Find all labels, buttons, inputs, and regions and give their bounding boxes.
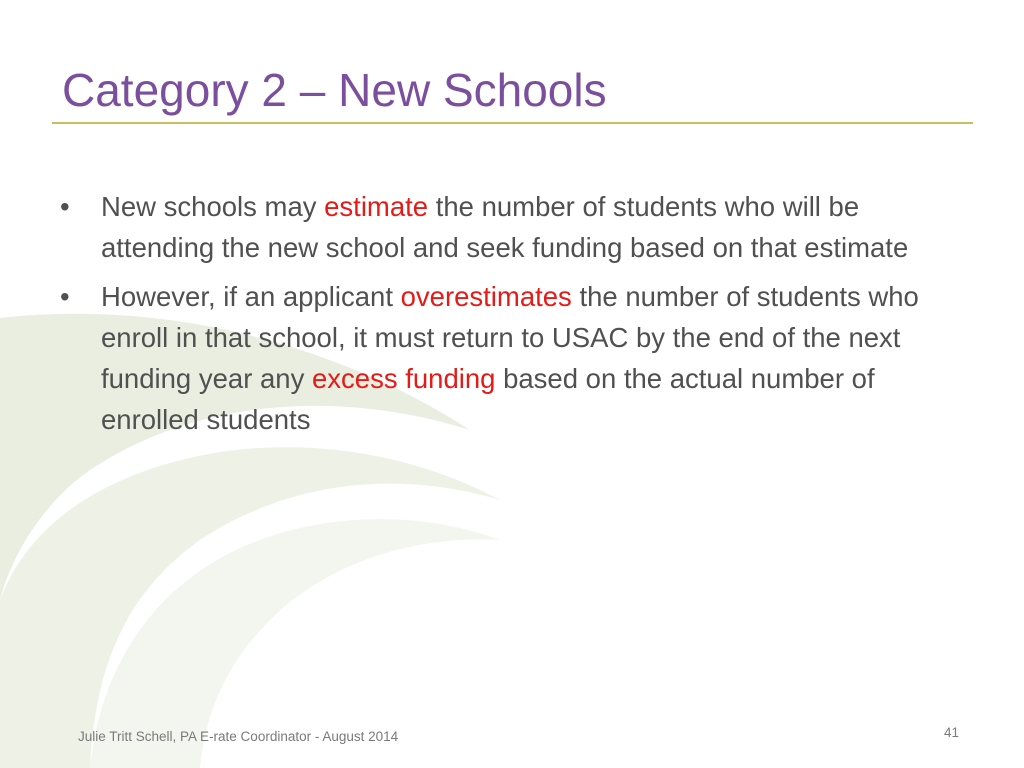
bullet-item [58,276,958,440]
highlight-excess-funding: excess funding [311,363,496,394]
highlight-overestimates: overestimates [400,281,572,312]
bullet-text-segment: New schools may [101,191,325,222]
bullet-text-segment: the number of students who enroll in that school, it must return to USAC by the end of the next funding year any [101,281,919,394]
title-divider [52,122,973,124]
bullet-list [58,186,958,448]
bullet-item [58,186,958,268]
page-number: 41 [944,725,960,740]
bullet-text-segment: However, if an applicant [101,281,401,312]
slide-title: Category 2 – New Schools [62,64,607,116]
bullet-text-segment: the number of students who will be attending the new school and seek funding based on that estimate [101,191,909,263]
bullet-text-segment: based on the actual number of enrolled students [101,363,875,435]
bullet-marker: • [60,191,70,222]
highlight-estimate: estimate [324,191,429,222]
slide-footer: Julie Tritt Schell, PA E-rate Coordinator - August 2014 [78,729,399,744]
bullet-marker: • [60,281,70,312]
